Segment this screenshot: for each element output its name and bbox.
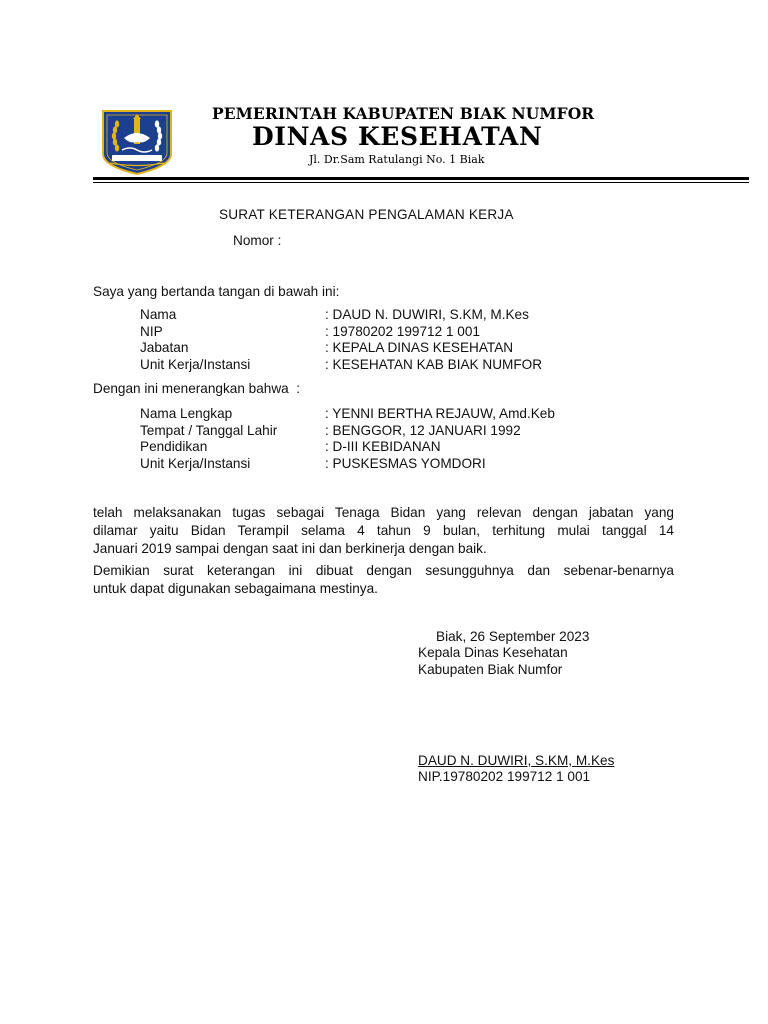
field-value: : KESEHATAN KAB BIAK NUMFOR (325, 356, 543, 372)
field-label: NIP (140, 323, 163, 339)
signature-nip: NIP.19780202 199712 1 001 (418, 769, 591, 784)
signature-position: Kepala Dinas Kesehatan (418, 645, 568, 660)
letterhead-address: Jl. Dr.Sam Ratulangi No. 1 Biak (309, 153, 485, 166)
signature-office: Kabupaten Biak Numfor (418, 662, 563, 677)
field-row (140, 439, 700, 456)
field-row (140, 324, 700, 341)
field-value: : KEPALA DINAS KESEHATAN (325, 340, 514, 355)
field-value: : YENNI BERTHA REJAUW, Amd.Keb (325, 406, 555, 421)
field-label: Nama (140, 307, 177, 322)
field-value: : 19780202 199712 1 001 (325, 323, 480, 339)
field-row (140, 456, 700, 473)
field-label: Jabatan (140, 340, 189, 355)
closing-paragraph (93, 562, 674, 598)
letter-intro: Saya yang bertanda tangan di bawah ini: (93, 284, 340, 299)
field-label: Tempat / Tanggal Lahir (140, 422, 278, 438)
paragraph-line: Demikian surat keterangan ini dibuat dengan sesungguhnya dan sebenar-benarnya (93, 563, 674, 578)
letterhead-department: DINAS KESEHATAN (252, 122, 543, 151)
signature-place-date: Biak, 26 September 2023 (436, 629, 590, 644)
letterhead-divider-thin (93, 182, 749, 183)
regency-coat-of-arms-icon (100, 108, 174, 176)
field-label: Unit Kerja/Instansi (140, 455, 251, 471)
field-label: Pendidikan (140, 439, 208, 454)
letter-number-label: Nomor : (233, 233, 282, 248)
field-value: : PUSKESMAS YOMDORI (325, 455, 486, 471)
field-value: : BENGGOR, 12 JANUARI 1992 (325, 422, 521, 438)
letterhead-divider-thick (93, 177, 749, 180)
letter-title: SURAT KETERANGAN PENGALAMAN KERJA (219, 207, 514, 222)
signer-fields (140, 307, 700, 373)
field-value: : DAUD N. DUWIRI, S.KM, M.Kes (325, 307, 529, 322)
body-paragraph (93, 504, 674, 558)
paragraph-line: untuk dapat digunakan sebagaimana mestinya. (93, 581, 378, 596)
letterhead-government: PEMERINTAH KABUPATEN BIAK NUMFOR (212, 104, 595, 123)
letter-statement: Dengan ini menerangkan bahwa : (93, 381, 301, 396)
field-row (140, 357, 700, 374)
field-row (140, 340, 700, 357)
paragraph-line: dilamar yaitu Bidan Terampil selama 4 tahun 9 bulan, terhitung mulai tanggal 14 (93, 523, 674, 538)
field-label: Nama Lengkap (140, 406, 233, 421)
signature-name: DAUD N. DUWIRI, S.KM, M.Kes (418, 753, 615, 768)
field-row (140, 423, 700, 440)
field-row (140, 406, 700, 423)
field-value: : D-III KEBIDANAN (325, 439, 441, 454)
field-row (140, 307, 700, 324)
paragraph-line: telah melaksanakan tugas sebagai Tenaga Bidan yang relevan dengan jabatan yang (93, 505, 674, 520)
subject-fields (140, 406, 700, 472)
field-label: Unit Kerja/Instansi (140, 356, 251, 372)
paragraph-line: Januari 2019 sampai dengan saat ini dan berkinerja dengan baik. (93, 541, 487, 556)
